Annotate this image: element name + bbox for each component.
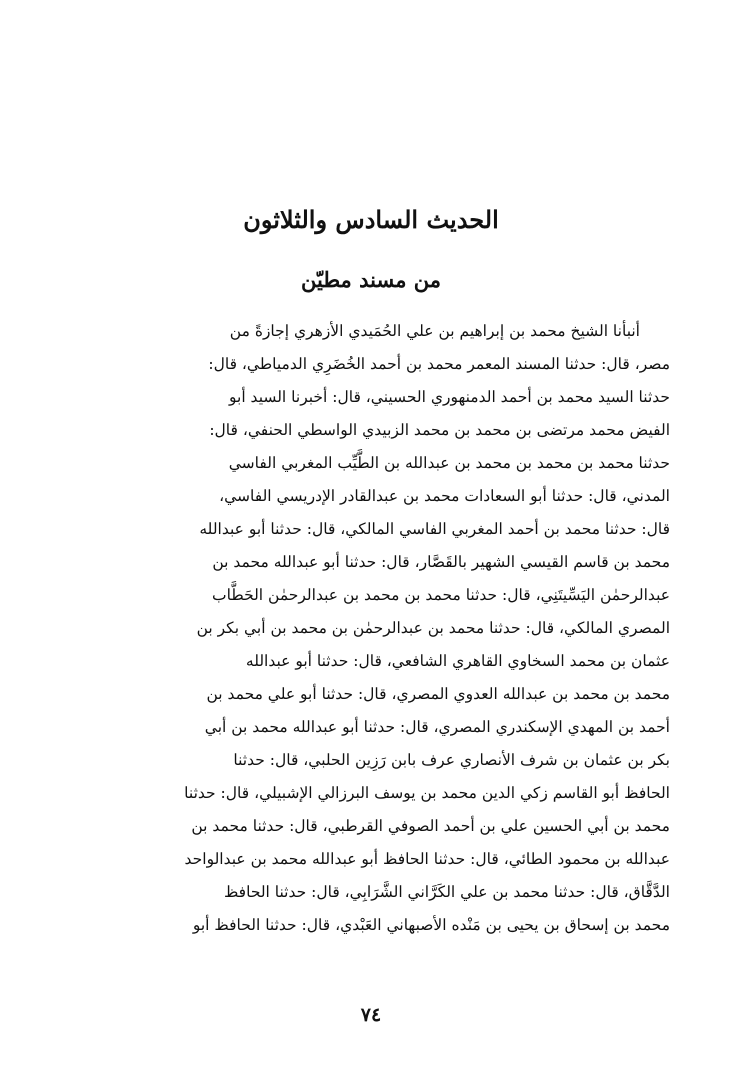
text-line: قال: حدثنا محمد بن أحمد المغربي الفاسي المالكي، قال: حدثنا أبو عبدالله	[199, 520, 670, 538]
text-line: الدَّقَّاق، قال: حدثنا محمد بن علي الكَرَّاني الشَّرَابِي، قال: حدثنا الحافظ	[223, 883, 670, 901]
text-line: عثمان بن محمد السخاوي القاهري الشافعي، قال: حدثنا أبو عبدالله	[245, 652, 670, 670]
text-line: الفيض محمد مرتضى بن محمد بن محمد الزبيدي الواسطي الحنفي، قال:	[209, 421, 670, 439]
hadith-body	[70, 315, 670, 942]
hadith-subtitle: من مسند مطيّن	[301, 267, 441, 292]
text-line: المصري المالكي، قال: حدثنا محمد بن عبدالرحمٰن بن محمد بن أبي بكر بن	[196, 619, 670, 637]
text-line: حدثنا محمد بن محمد بن محمد بن عبدالله بن الطَّيِّب المغربي الفاسي	[228, 454, 670, 472]
hadith-title: الحديث السادس والثلاثون	[243, 205, 499, 234]
text-line: حدثنا السيد محمد بن أحمد الدمنهوري الحسيني، قال: أخبرنا السيد أبو	[229, 388, 670, 406]
text-line: مصر، قال: حدثنا المسند المعمر محمد بن أحمد الخُضَرِي الدمياطي، قال:	[208, 355, 670, 373]
text-line: المدني، قال: حدثنا أبو السعادات محمد بن عبدالقادر الإدريسي الفاسي،	[219, 487, 670, 505]
text-line: بكر بن عثمان بن شرف الأنصاري عرف بابن رَزِين الحلبي، قال: حدثنا	[233, 751, 670, 769]
text-line: محمد بن أبي الحسين علي بن أحمد الصوفي القرطبي، قال: حدثنا محمد بن	[191, 817, 670, 835]
page-number: ٧٤	[360, 1004, 382, 1026]
text-line: أنبأنا الشيخ محمد بن إبراهيم بن علي الحُمَيدي الأزهري إجازةً من	[229, 322, 640, 340]
text-line: الحافظ أبو القاسم زكي الدين محمد بن يوسف البرزالي الإشبيلي، قال: حدثنا	[184, 784, 670, 802]
text-line: عبدالرحمٰن اليَسِّيتَنِي، قال: حدثنا محمد بن محمد بن عبدالرحمٰن الحَطَّاب	[212, 586, 670, 604]
text-line: محمد بن محمد بن عبدالله العدوي المصري، قال: حدثنا أبو علي محمد بن	[206, 685, 670, 703]
text-line: أحمد بن المهدي الإسكندري المصري، قال: حدثنا أبو عبدالله محمد بن أبي	[204, 718, 670, 736]
text-line: عبدالله بن محمود الطائي، قال: حدثنا الحافظ أبو عبدالله محمد بن عبدالواحد	[184, 850, 670, 868]
text-line: محمد بن قاسم القيسي الشهير بالقَصَّار، قال: حدثنا أبو عبدالله محمد بن	[212, 553, 670, 571]
text-line: محمد بن إسحاق بن يحيى بن مَنْده الأصبهاني العَبْدي، قال: حدثنا الحافظ أبو	[192, 916, 670, 934]
